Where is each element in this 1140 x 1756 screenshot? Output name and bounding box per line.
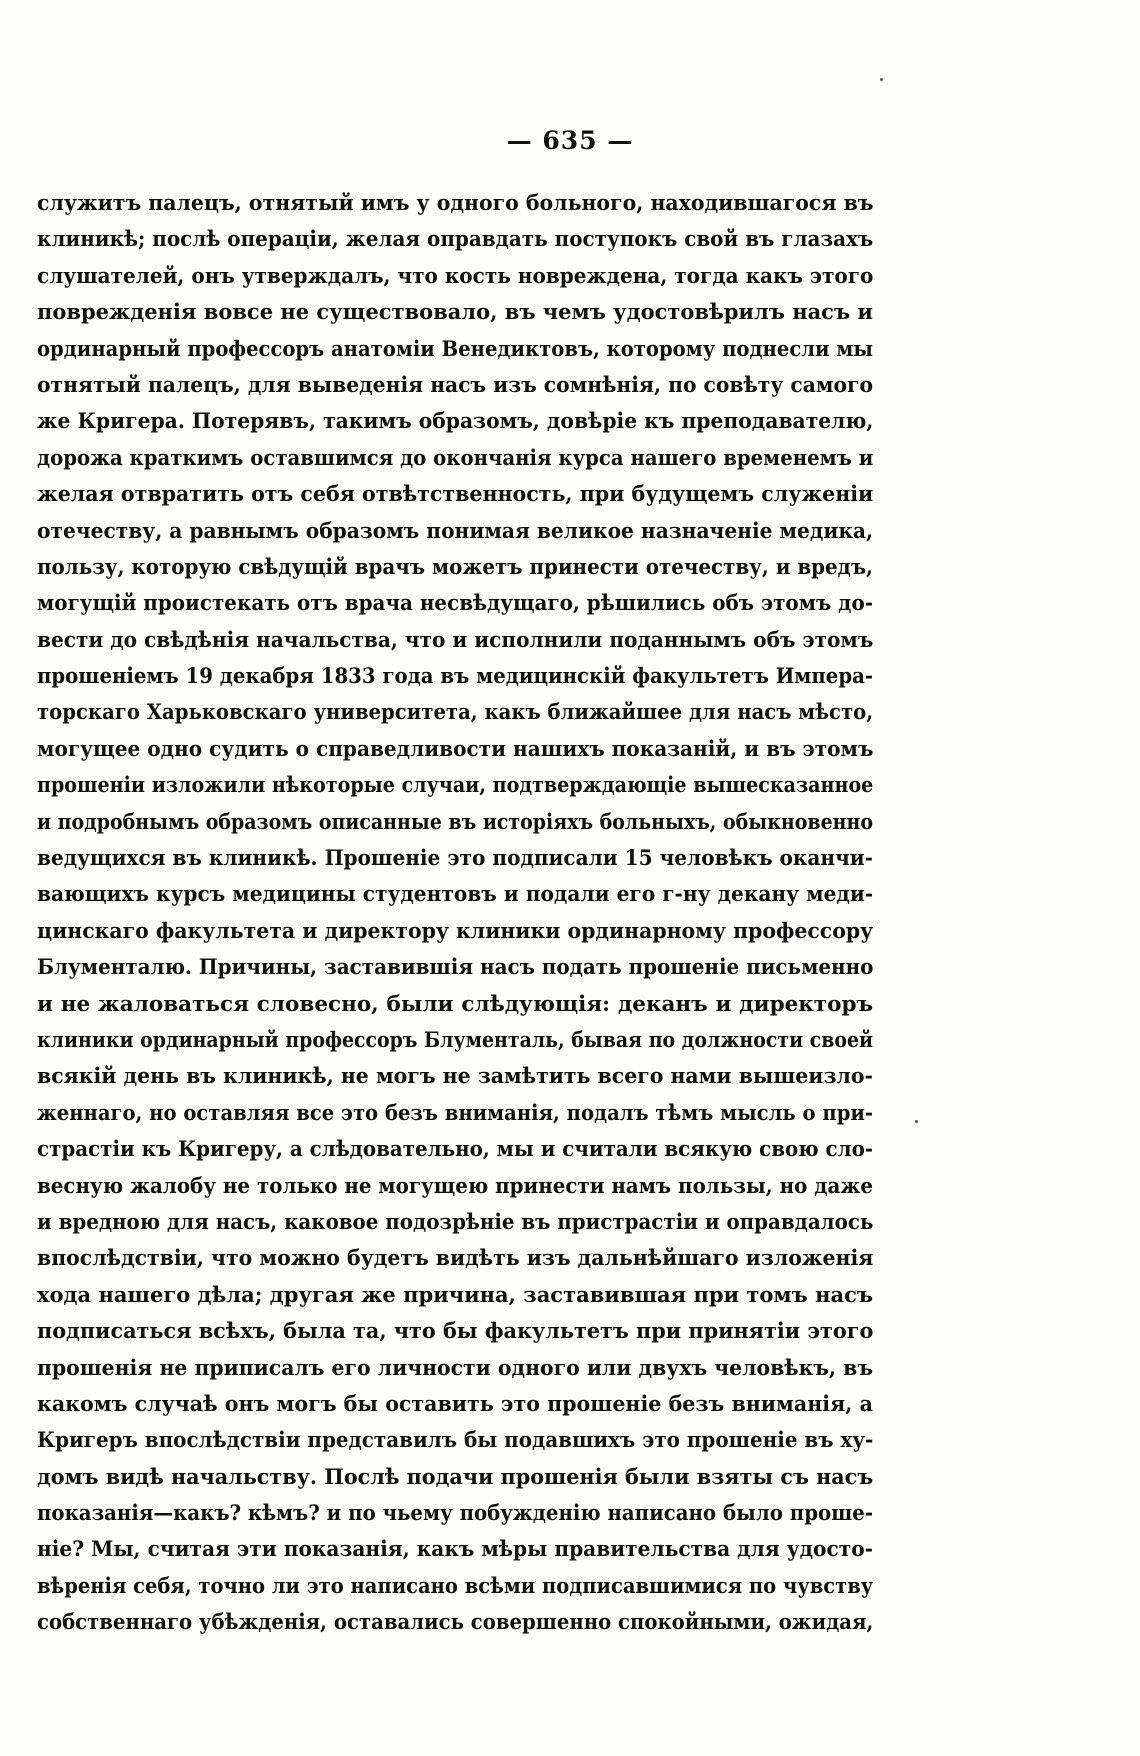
text-line: клиники ординарный профессоръ Блументаль, бывая по должности своей: [37, 1027, 874, 1053]
text-line: хода нашего дѣла; другая же причина, заставившая при томъ насъ: [37, 1282, 873, 1308]
body-text: [37, 186, 873, 1642]
text-line: отечеству, а равнымъ образомъ понимая великое назначеніе медика,: [37, 518, 873, 544]
text-line: вести до свѣдѣнія начальства, что и исполнили поданнымъ объ этомъ: [37, 627, 874, 653]
text-line: вѣренія себя, точно ли это написано всѣми подписавшимися по чувству: [37, 1573, 873, 1599]
text-line: какомъ случаѣ онъ могъ бы оставить это прошеніе безъ вниманія, а: [37, 1391, 873, 1417]
text-line: женнаго, но оставляя все это безъ вниманія, подалъ тѣмъ мысль о при-: [37, 1100, 874, 1126]
text-line: домъ видѣ начальству. Послѣ подачи прошенія были взяты съ насъ: [37, 1464, 873, 1490]
text-line: собственнаго убѣжденія, оставались совершенно спокойными, ожидая,: [37, 1610, 874, 1636]
text-line: клиникѣ; послѣ операціи, желая оправдать поступокъ свой въ глазахъ: [37, 227, 873, 253]
text-line: Кригеръ впослѣдствіи представилъ бы подавшихъ это прошеніе въ ху-: [37, 1428, 873, 1454]
text-line: ніе? Мы, считая эти показанія, какъ мѣры правительства для удосто-: [37, 1537, 873, 1563]
text-line: торскаго Харьковскаго университета, какъ ближайшее для насъ мѣсто,: [37, 700, 874, 726]
text-line: и вредною для насъ, каковое подозрѣніе въ пристрастіи и оправдалось: [37, 1209, 873, 1235]
text-line: Блументалю. Причины, заставившія насъ подать прошеніе письменно: [37, 955, 873, 981]
text-line: всякій день въ клиникѣ, не могъ не замѣтить всего нами вышеизло-: [37, 1064, 873, 1090]
scan-speck: [915, 1120, 918, 1123]
text-line: прошенія не приписалъ его личности одного или двухъ человѣкъ, въ: [37, 1355, 873, 1381]
text-line: прошеніемъ 19 декабря 1833 года въ медицинскій факультетъ Импера-: [37, 664, 874, 690]
text-line: отнятый палецъ, для выведенія насъ изъ сомнѣнія, по совѣту самого: [37, 372, 874, 398]
text-line: подписаться всѣхъ, была та, что бы факультетъ при принятіи этого: [37, 1319, 874, 1345]
text-line: прошеніи изложили нѣкоторые случаи, подтверждающіе вышесказанное: [37, 773, 874, 799]
text-line: вающихъ курсъ медицины студентовъ и подали его г-ну декану меди-: [37, 882, 873, 908]
text-line: впослѣдствіи, что можно будетъ видѣть изъ дальнѣйшаго изложенія: [37, 1246, 873, 1272]
text-line: могущее одно судить о справедливости нашихъ показаній, и въ этомъ: [37, 736, 874, 762]
text-line: ведущихся въ клиникѣ. Прошеніе это подписали 15 человѣкъ оканчи-: [37, 846, 873, 872]
text-line: дорожа краткимъ оставшимся до окончанія курса нашего временемъ и: [37, 445, 874, 471]
text-line: служитъ палецъ, отнятый имъ у одного больного, находившагося въ: [37, 191, 874, 216]
scan-speck: [880, 78, 883, 81]
text-line: цинскаго факультета и директору клиники ординарному профессору: [37, 918, 873, 944]
text-line: и не жаловаться словесно, были слѣдующія: деканъ и директоръ: [37, 991, 873, 1017]
text-line: показанія—какъ? кѣмъ? и по чьему побужденію написано было проше-: [37, 1501, 874, 1527]
text-line: и подробнымъ образомъ описанные въ исторіяхъ больныхъ, обыкновенно: [37, 809, 873, 835]
text-line: пользу, которую свѣдущій врачъ можетъ принести отечеству, и вредъ,: [37, 554, 873, 580]
text-line: могущій проистекать отъ врача несвѣдущаго, рѣшились объ этомъ до-: [37, 591, 873, 617]
text-line: ординарный профессоръ анатоміи Венедиктовъ, которому поднесли мы: [37, 336, 874, 362]
text-line: страстіи къ Кригеру, а слѣдовательно, мы и считали всякую свою сло-: [37, 1137, 873, 1163]
text-line: поврежденія вовсе не существовало, въ чемъ удостовѣрилъ насъ и: [37, 300, 873, 326]
page-number: — 635 —: [506, 126, 634, 155]
text-line: слушателей, онъ утверждалъ, что кость новреждена, тогда какъ этого: [37, 263, 874, 289]
text-line: же Кригера. Потерявъ, такимъ образомъ, довѣріе къ преподавателю,: [37, 409, 874, 435]
text-line: весную жалобу не только не могущею принести намъ пользы, но даже: [37, 1173, 873, 1199]
text-line: желая отвратить отъ себя отвѣтственность, при будущемъ служеніи: [37, 482, 873, 508]
